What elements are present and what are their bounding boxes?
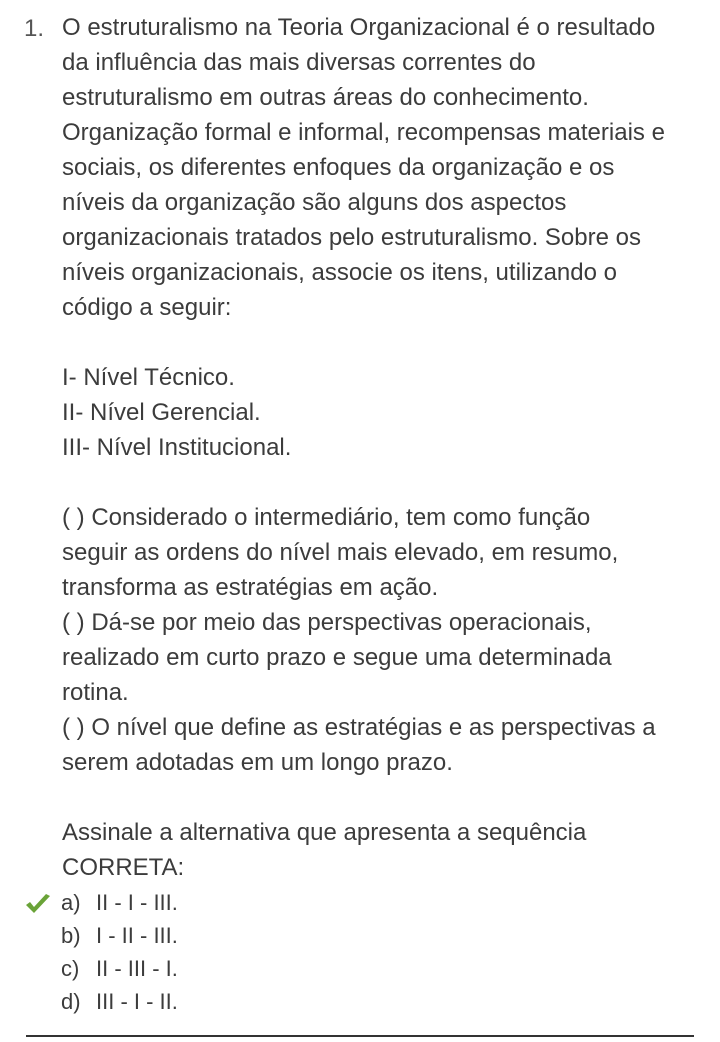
spacer <box>62 465 702 500</box>
option-letter: c) <box>61 956 80 981</box>
association-line: ( ) O nível que define as estratégias e as perspectivas a <box>62 714 656 741</box>
statement-line: da influência das mais diversas correntes do <box>62 49 536 76</box>
association-line: realizado em curto prazo e segue uma determinada <box>62 644 612 671</box>
spacer <box>62 780 702 815</box>
option-letter: d) <box>61 989 81 1014</box>
item-level-managerial: II- Nível Gerencial. <box>62 399 261 426</box>
divider <box>26 1035 694 1037</box>
association-statements <box>62 500 702 780</box>
question-statement <box>62 10 702 325</box>
association-line: serem adotadas em um longo prazo. <box>62 749 453 776</box>
option-b[interactable] <box>0 920 720 952</box>
statement-line: níveis organizacionais, associe os itens, utilizando o <box>62 259 617 286</box>
association-line: ( ) Considerado o intermediário, tem como função <box>62 504 591 531</box>
statement-line: estruturalismo em outras áreas do conhecimento. <box>62 84 589 111</box>
statement-line: O estruturalismo na Teoria Organizacional é o resultado <box>62 14 656 41</box>
option-a[interactable] <box>0 887 720 919</box>
statement-line: níveis da organização são alguns dos aspectos <box>62 189 567 216</box>
statement-line: sociais, os diferentes enfoques da organização e os <box>62 154 615 181</box>
statement-line: organizacionais tratados pelo estruturalismo. Sobre os <box>62 224 641 251</box>
association-line: transforma as estratégias em ação. <box>62 574 439 601</box>
option-text: II - III - I. <box>96 956 178 981</box>
item-level-institutional: III- Nível Institucional. <box>62 434 292 461</box>
statement-line: Organização formal e informal, recompensas materiais e <box>62 119 665 146</box>
option-c[interactable] <box>0 953 720 985</box>
question-prompt <box>62 815 702 885</box>
option-letter: a) <box>61 890 81 915</box>
option-d[interactable] <box>0 986 720 1018</box>
association-line: rotina. <box>62 679 129 706</box>
question-body <box>62 10 702 885</box>
association-line: seguir as ordens do nível mais elevado, em resumo, <box>62 539 619 566</box>
option-text: II - I - III. <box>96 890 178 915</box>
association-line: ( ) Dá-se por meio das perspectivas operacionais, <box>62 609 592 636</box>
item-list <box>62 360 702 465</box>
check-icon <box>24 893 52 915</box>
prompt-line: Assinale a alternativa que apresenta a sequência <box>62 819 587 846</box>
spacer <box>62 325 702 360</box>
option-text: III - I - II. <box>96 989 178 1014</box>
prompt-line: CORRETA: <box>62 854 185 881</box>
statement-line: código a seguir: <box>62 294 232 321</box>
option-letter: b) <box>61 923 81 948</box>
option-text: I - II - III. <box>96 923 178 948</box>
item-level-technical: I- Nível Técnico. <box>62 364 235 391</box>
question-number: 1. <box>24 15 45 42</box>
